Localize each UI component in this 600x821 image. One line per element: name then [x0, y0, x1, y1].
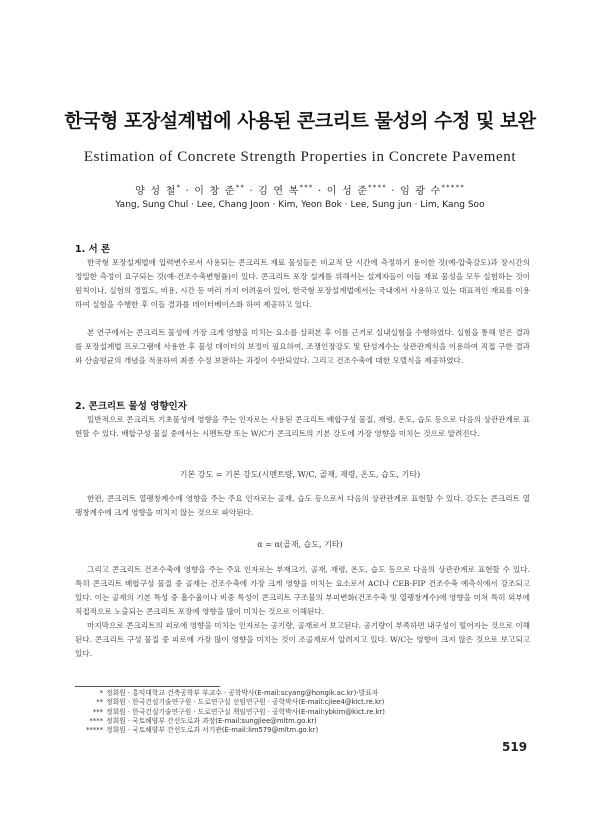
- author-4-mark: ****: [368, 183, 387, 192]
- english-authors: Yang, Sung Chul · Lee, Chang Joon · Kim, Yeon Bok · Lee, Sung jun · Lim, Kang Soo: [115, 200, 485, 210]
- section-2-paragraph-4: 마지막으로 콘크리트의 피로에 영향을 미치는 인자로는 공기량, 골재로서 보고된다. 공기량이 부족하면 내구성이 떨어지는 것으로 이해된다. 콘크리트 구성 물질 중 피로에 가장 많이 영향을 미치는 것이 조골재로서 알려지고 있다. W/C는 영향이 크지 않은 것으로 보고되고 있다.: [75, 621, 530, 658]
- footnote: [75, 698, 515, 707]
- footnote: [75, 717, 515, 726]
- korean-title: 한국형 포장설계법에 사용된 콘크리트 물성의 수정 및 보완: [64, 110, 536, 132]
- footnote: [75, 726, 515, 735]
- section-1-heading: 1. 서 론: [75, 244, 111, 255]
- author-3: 김 연 복: [258, 186, 300, 197]
- formula-strength: 기본 강도 = 기본 강도(시멘트량, W/C, 골재, 재령, 온도, 습도, 기타): [179, 470, 421, 479]
- footnote-mark: *: [99, 689, 103, 697]
- author-2-mark: **: [235, 183, 246, 192]
- section-1-paragraph-2: 본 연구에서는 콘크리트 물성에 가장 크게 영향을 미치는 요소를 살펴본 후 이를 근거로 실내실험을 수행하였다. 실험을 통해 얻은 결과를 포장설계법 프로그램에 사용한 후 물성 데이터의 보정이 필요하여, 조쟁인장강도 및 탄성계수는 상관관계식을 이용하여 직접 구한 결과와 산술평균의 개념을 적용하여 최종 수정 보완하는 과정이 수반되었다. 그리고 건조수축에 대한 모델식을 제공하였다.: [75, 328, 530, 365]
- korean-authors: [0, 182, 600, 197]
- author-separator: ·: [245, 186, 259, 197]
- author-1-mark: *: [176, 183, 182, 192]
- formula-thermal-expansion: α = α(골재, 습도, 기타): [257, 540, 343, 549]
- footnote-mark: ***: [92, 707, 103, 716]
- footnotes: [75, 689, 515, 735]
- footnote-text: 정회원 · 한국건설기술연구원 · 도로연구실 책임연구원 · 공학박사(E-mail:ybkim@kict.re.kr): [106, 707, 385, 716]
- footnote: [75, 689, 515, 698]
- section-2-paragraph-2: 한편, 콘크리트 열팽창계수에 영향을 주는 주요 인자로는 골재, 습도 등으로서 다음의 상관관계로 표현할 수 있다. 강도는 콘크리트 열팽창계수에 크게 영향을 미치지 않는 것으로 파악된다.: [75, 494, 530, 517]
- footnote-mark: ****: [89, 716, 103, 725]
- author-separator: ·: [313, 186, 327, 197]
- author-2: 이 창 준: [194, 186, 236, 197]
- footnote-mark: **: [96, 698, 103, 707]
- footnote-text: 정회원 · 한국건설기술연구원 · 도로연구실 선임연구원 · 공학박사(E-mail:cjlee4@kict.re.kr): [106, 698, 385, 707]
- footnote-mark: *****: [86, 726, 103, 735]
- author-5: 임 광 수: [400, 186, 442, 197]
- author-separator: ·: [386, 186, 401, 197]
- author-4: 이 성 준: [326, 186, 369, 197]
- page-number: 519: [502, 740, 528, 754]
- footnote-text: 정회원 · 홍익대학교 건축공학부 부교수 · 공학박사(E-mail:scyang@hongik.ac.kr)-발표자: [106, 689, 379, 697]
- author-3-mark: ***: [299, 183, 314, 192]
- author-1: 양 성 철: [135, 186, 177, 197]
- author-5-mark: *****: [441, 183, 465, 192]
- footnote: [75, 708, 515, 717]
- footnote-text: 정회원 · 국토해양부 간선도로과 과장(E-mail:sungjlee@mltm.go.kr): [106, 716, 317, 725]
- section-2-paragraph-3: 그리고 콘크리트 건조수축에 영향을 주는 주요 인자로는 부재크기, 골재, 재령, 온도, 습도 등으로 다음의 상관관계로 표현할 수 있다. 특히 콘크리트 배합구성 물질 중 골재는 건조수축에 가장 크게 영향을 미치는 요소로서 ACI나 CEB-FIP 건조수축 예측식에서 강조되고 있다. 이는 골재의 기본 특성 중 흡수율이나 비중 특성이 콘크리트 구조물의 부피변화(건조수축 및 열팽창계수)에 영향을 미쳐 특히 외부에 직접적으로 노출되는 콘크리트 포장에 영향을 많이 미치는 것으로 이해된다.: [75, 565, 530, 616]
- footnote-text: 정회원 · 국토해양부 간선도로과 서기관(E-mail:lim579@mltm.go.kr): [106, 726, 319, 735]
- author-separator: ·: [181, 186, 195, 197]
- section-2-heading: 2. 콘크리트 물성 영향인자: [75, 401, 187, 412]
- section-2-paragraph-1: 일반적으로 콘크리트 기초물성에 영향을 주는 인자로는 사용된 콘크리트 배합구성 물질, 재령, 온도, 습도 등으로 다음의 상관관계로 표현할 수 있다. 배합구성 물질 중에서는 시멘트량 또는 W/C가 콘크리트의 기본 강도에 가장 영향을 미치는 것으로 알려진다.: [75, 415, 530, 438]
- section-1-paragraph-1: 한국형 포장설계법에 입력변수로서 사용되는 콘크리트 재료 물성들은 비교적 단 시간에 측정하기 용이한 것(예-압축강도)과 장시간의 정밀한 측정이 요구되는 것(예-건조수축변형률)이 있다. 콘크리트 포장 설계를 위해서는 설계자들이 이들 재료 물성을 모두 실험하는 것이 원칙이나, 실험의 정밀도, 비용, 시간 등 여러 가지 어려움이 있어, 한국형 포장설계법에서는 국내에서 사용하고 있는 대표적인 재료를 이용하여 실험을 수행한 후 이들 결과를 데이터베이스화 하여 제공하고 있다.: [75, 258, 530, 309]
- english-title: Estimation of Concrete Strength Properties in Concrete Pavement: [83, 149, 517, 165]
- footnote-divider: [75, 686, 220, 687]
